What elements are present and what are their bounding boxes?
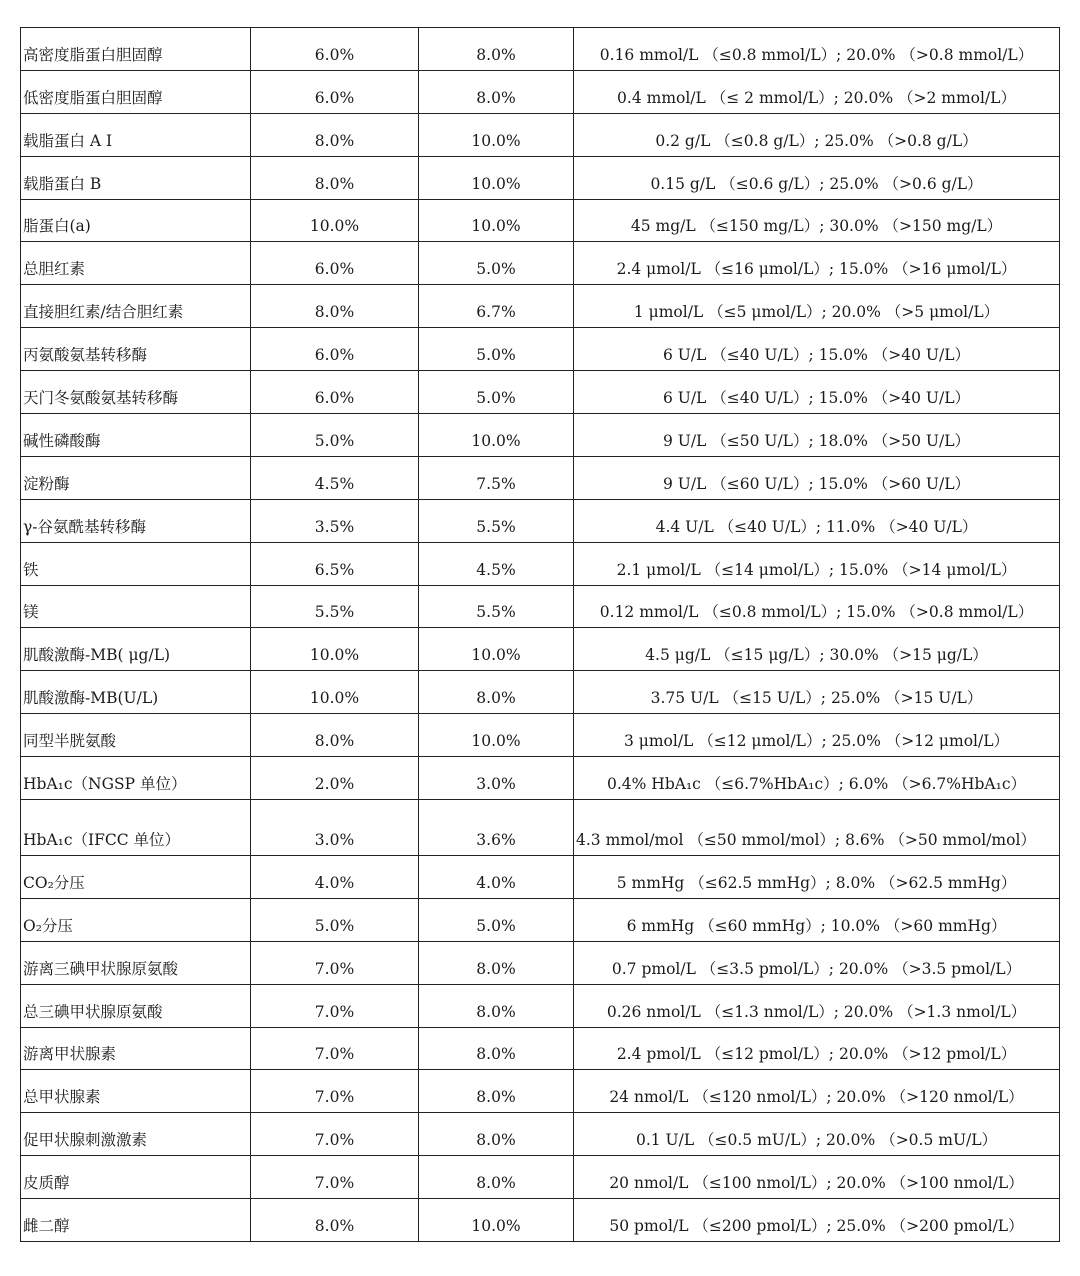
spec-description-cell: 0.7 pmol/L （≤3.5 pmol/L）; 20.0% （>3.5 pmol/L） [574, 941, 1060, 984]
value-2-cell: 8.0% [419, 1156, 574, 1199]
value-2-cell: 10.0% [419, 156, 574, 199]
value-1-cell: 5.0% [251, 414, 419, 457]
table-row [21, 1027, 1060, 1070]
spec-description-cell: 0.26 nmol/L （≤1.3 nmol/L）; 20.0% （>1.3 nmol/L） [574, 984, 1060, 1027]
value-2-cell: 8.0% [419, 70, 574, 113]
analyte-name-cell: 促甲状腺刺激激素 [21, 1113, 251, 1156]
table-row [21, 70, 1060, 113]
spec-description-cell: 0.16 mmol/L （≤0.8 mmol/L）; 20.0% （>0.8 mmol/L） [574, 28, 1060, 71]
value-1-cell: 10.0% [251, 199, 419, 242]
analyte-name-cell: HbA₁c（IFCC 单位） [21, 800, 251, 856]
value-2-cell: 5.0% [419, 242, 574, 285]
analyte-name-cell: CO₂分压 [21, 856, 251, 899]
spec-description-cell: 4.4 U/L （≤40 U/L）; 11.0% （>40 U/L） [574, 499, 1060, 542]
value-1-cell: 7.0% [251, 941, 419, 984]
analyte-name-cell: 肌酸激酶-MB( μg/L) [21, 628, 251, 671]
spec-description-cell: 2.4 pmol/L （≤12 pmol/L）; 20.0% （>12 pmol/L） [574, 1027, 1060, 1070]
value-2-cell: 5.5% [419, 499, 574, 542]
analyte-name-cell: 铁 [21, 542, 251, 585]
value-2-cell: 5.0% [419, 898, 574, 941]
spec-description-cell: 4.5 μg/L （≤15 μg/L）; 30.0% （>15 μg/L） [574, 628, 1060, 671]
value-1-cell: 8.0% [251, 285, 419, 328]
spec-description-cell: 6 U/L （≤40 U/L）; 15.0% （>40 U/L） [574, 371, 1060, 414]
table-row [21, 671, 1060, 714]
value-1-cell: 10.0% [251, 628, 419, 671]
value-2-cell: 8.0% [419, 1027, 574, 1070]
value-1-cell: 3.5% [251, 499, 419, 542]
spec-description-cell: 5 mmHg （≤62.5 mmHg）; 8.0% （>62.5 mmHg） [574, 856, 1060, 899]
table-row [21, 285, 1060, 328]
table-row [21, 714, 1060, 757]
spec-description-cell: 50 pmol/L （≤200 pmol/L）; 25.0% （>200 pmol/L） [574, 1199, 1060, 1242]
value-1-cell: 7.0% [251, 1113, 419, 1156]
value-1-cell: 6.0% [251, 328, 419, 371]
spec-description-cell: 45 mg/L （≤150 mg/L）; 30.0% （>150 mg/L） [574, 199, 1060, 242]
analyte-name-cell: 游离甲状腺素 [21, 1027, 251, 1070]
value-1-cell: 5.5% [251, 585, 419, 628]
table-row [21, 757, 1060, 800]
analyte-name-cell: 镁 [21, 585, 251, 628]
spec-description-cell: 2.4 μmol/L （≤16 μmol/L）; 15.0% （>16 μmol/L） [574, 242, 1060, 285]
value-2-cell: 8.0% [419, 941, 574, 984]
spec-description-cell: 6 U/L （≤40 U/L）; 15.0% （>40 U/L） [574, 328, 1060, 371]
value-1-cell: 8.0% [251, 1199, 419, 1242]
value-2-cell: 7.5% [419, 456, 574, 499]
value-1-cell: 3.0% [251, 800, 419, 856]
spec-description-cell: 0.4% HbA₁c （≤6.7%HbA₁c）; 6.0% （>6.7%HbA₁c） [574, 757, 1060, 800]
table-row [21, 1199, 1060, 1242]
table-row [21, 898, 1060, 941]
table-row [21, 1113, 1060, 1156]
analyte-name-cell: 天门冬氨酸氨基转移酶 [21, 371, 251, 414]
analyte-name-cell: γ-谷氨酰基转移酶 [21, 499, 251, 542]
value-2-cell: 10.0% [419, 414, 574, 457]
spec-description-cell: 3.75 U/L （≤15 U/L）; 25.0% （>15 U/L） [574, 671, 1060, 714]
table-row [21, 371, 1060, 414]
value-2-cell: 8.0% [419, 28, 574, 71]
spec-description-cell: 0.4 mmol/L （≤ 2 mmol/L）; 20.0% （>2 mmol/L） [574, 70, 1060, 113]
analyte-name-cell: 肌酸激酶-MB(U/L) [21, 671, 251, 714]
value-2-cell: 8.0% [419, 984, 574, 1027]
analyte-name-cell: 同型半胱氨酸 [21, 714, 251, 757]
table-row [21, 242, 1060, 285]
table-row [21, 542, 1060, 585]
value-1-cell: 7.0% [251, 1027, 419, 1070]
value-1-cell: 8.0% [251, 156, 419, 199]
table-row [21, 499, 1060, 542]
analyte-name-cell: 载脂蛋白 A Ⅰ [21, 113, 251, 156]
table-row [21, 856, 1060, 899]
value-2-cell: 10.0% [419, 714, 574, 757]
value-2-cell: 4.5% [419, 542, 574, 585]
spec-description-cell: 4.3 mmol/mol （≤50 mmol/mol）; 8.6% （>50 mmol/mol） [574, 800, 1060, 856]
analyte-name-cell: 高密度脂蛋白胆固醇 [21, 28, 251, 71]
value-2-cell: 5.5% [419, 585, 574, 628]
analyte-name-cell: 皮质醇 [21, 1156, 251, 1199]
spec-description-cell: 1 μmol/L （≤5 μmol/L）; 20.0% （>5 μmol/L） [574, 285, 1060, 328]
value-1-cell: 4.0% [251, 856, 419, 899]
value-2-cell: 8.0% [419, 1070, 574, 1113]
value-1-cell: 7.0% [251, 984, 419, 1027]
spec-description-cell: 0.12 mmol/L （≤0.8 mmol/L）; 15.0% （>0.8 mmol/L） [574, 585, 1060, 628]
value-2-cell: 10.0% [419, 628, 574, 671]
value-2-cell: 5.0% [419, 328, 574, 371]
value-1-cell: 6.0% [251, 28, 419, 71]
table-row [21, 585, 1060, 628]
table-row [21, 156, 1060, 199]
table-row [21, 941, 1060, 984]
analyte-name-cell: 总胆红素 [21, 242, 251, 285]
analyte-name-cell: 总甲状腺素 [21, 1070, 251, 1113]
value-2-cell: 3.6% [419, 800, 574, 856]
spec-description-cell: 2.1 μmol/L （≤14 μmol/L）; 15.0% （>14 μmol/L） [574, 542, 1060, 585]
value-1-cell: 8.0% [251, 113, 419, 156]
quality-spec-table [20, 27, 1060, 1242]
value-1-cell: 6.0% [251, 70, 419, 113]
value-2-cell: 8.0% [419, 671, 574, 714]
analyte-name-cell: 碱性磷酸酶 [21, 414, 251, 457]
analyte-name-cell: 总三碘甲状腺原氨酸 [21, 984, 251, 1027]
spec-description-cell: 3 μmol/L （≤12 μmol/L）; 25.0% （>12 μmol/L） [574, 714, 1060, 757]
spec-description-cell: 0.15 g/L （≤0.6 g/L）; 25.0% （>0.6 g/L） [574, 156, 1060, 199]
analyte-name-cell: 载脂蛋白 B [21, 156, 251, 199]
value-1-cell: 7.0% [251, 1070, 419, 1113]
table-row [21, 1070, 1060, 1113]
value-1-cell: 8.0% [251, 714, 419, 757]
table-body [21, 28, 1060, 1242]
table-row [21, 113, 1060, 156]
value-2-cell: 4.0% [419, 856, 574, 899]
spec-description-cell: 0.1 U/L （≤0.5 mU/L）; 20.0% （>0.5 mU/L） [574, 1113, 1060, 1156]
table-row [21, 456, 1060, 499]
spec-description-cell: 6 mmHg （≤60 mmHg）; 10.0% （>60 mmHg） [574, 898, 1060, 941]
value-2-cell: 8.0% [419, 1113, 574, 1156]
value-1-cell: 6.0% [251, 242, 419, 285]
value-2-cell: 5.0% [419, 371, 574, 414]
analyte-name-cell: 低密度脂蛋白胆固醇 [21, 70, 251, 113]
spec-description-cell: 0.2 g/L （≤0.8 g/L）; 25.0% （>0.8 g/L） [574, 113, 1060, 156]
spec-description-cell: 9 U/L （≤60 U/L）; 15.0% （>60 U/L） [574, 456, 1060, 499]
value-2-cell: 10.0% [419, 199, 574, 242]
value-1-cell: 6.0% [251, 371, 419, 414]
value-1-cell: 6.5% [251, 542, 419, 585]
value-1-cell: 10.0% [251, 671, 419, 714]
value-2-cell: 3.0% [419, 757, 574, 800]
value-1-cell: 2.0% [251, 757, 419, 800]
value-1-cell: 5.0% [251, 898, 419, 941]
value-2-cell: 10.0% [419, 113, 574, 156]
spec-description-cell: 20 nmol/L （≤100 nmol/L）; 20.0% （>100 nmol/L） [574, 1156, 1060, 1199]
table-row [21, 328, 1060, 371]
analyte-name-cell: 直接胆红素/结合胆红素 [21, 285, 251, 328]
table-row [21, 1156, 1060, 1199]
table-row [21, 800, 1060, 856]
analyte-name-cell: 丙氨酸氨基转移酶 [21, 328, 251, 371]
spec-description-cell: 24 nmol/L （≤120 nmol/L）; 20.0% （>120 nmol/L） [574, 1070, 1060, 1113]
table-row [21, 984, 1060, 1027]
analyte-name-cell: O₂分压 [21, 898, 251, 941]
quality-spec-table-container [20, 27, 1059, 1242]
table-row [21, 414, 1060, 457]
value-2-cell: 6.7% [419, 285, 574, 328]
analyte-name-cell: HbA₁c（NGSP 单位） [21, 757, 251, 800]
table-row [21, 28, 1060, 71]
analyte-name-cell: 雌二醇 [21, 1199, 251, 1242]
analyte-name-cell: 游离三碘甲状腺原氨酸 [21, 941, 251, 984]
value-1-cell: 7.0% [251, 1156, 419, 1199]
table-row [21, 628, 1060, 671]
spec-description-cell: 9 U/L （≤50 U/L）; 18.0% （>50 U/L） [574, 414, 1060, 457]
value-2-cell: 10.0% [419, 1199, 574, 1242]
analyte-name-cell: 脂蛋白(a) [21, 199, 251, 242]
analyte-name-cell: 淀粉酶 [21, 456, 251, 499]
value-1-cell: 4.5% [251, 456, 419, 499]
table-row [21, 199, 1060, 242]
